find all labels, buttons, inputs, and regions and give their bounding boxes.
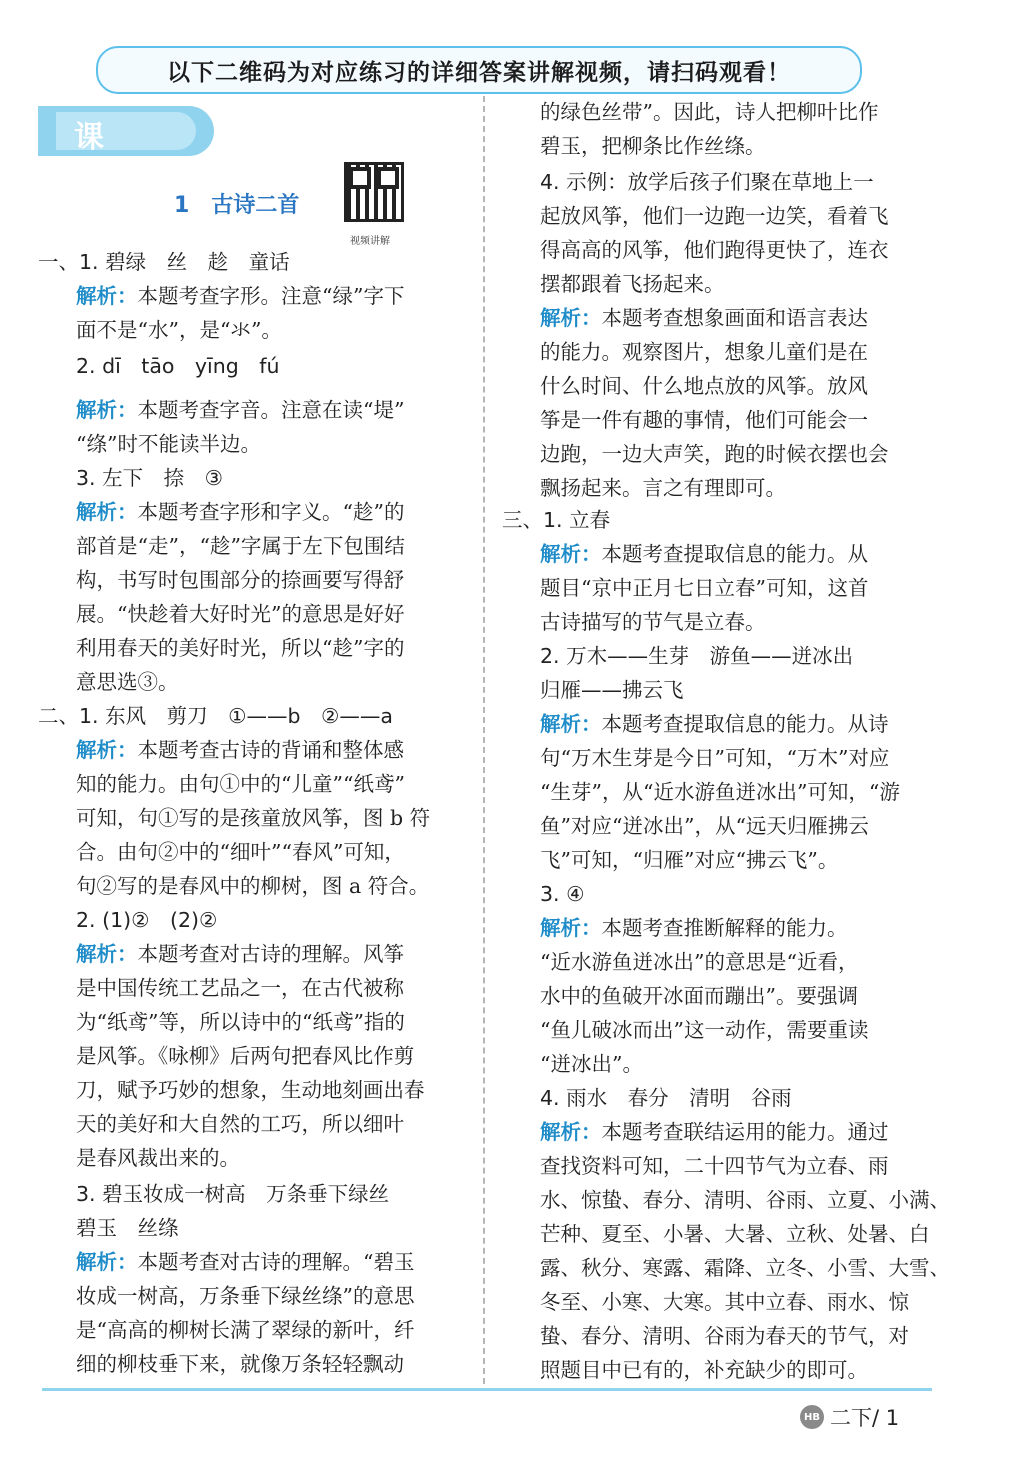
answer-line: 碧玉 丝绦 <box>76 1216 179 1240</box>
text-line: 边跑，一边大声笑，跑的时候衣摆也会 <box>540 442 889 466</box>
text-line: 细的柳枝垂下来，就像万条轻轻飘动 <box>76 1352 404 1376</box>
answer-line: 摆都跟着飞扬起来。 <box>540 272 725 296</box>
text-line: 天的美好和大自然的工巧，所以细叶 <box>76 1112 404 1136</box>
text-line: 句②写的是春风中的柳树，图 a 符合。 <box>76 874 430 898</box>
text-line: 古诗描写的节气是立春。 <box>540 610 766 634</box>
answer-line: 二、1. 东风 剪刀 ①——b ②——a <box>38 704 393 728</box>
lesson-title <box>174 188 299 219</box>
lesson-number: 1 <box>174 193 190 218</box>
text-line: 芒种、夏至、小暑、大暑、立秋、处暑、白 <box>540 1222 930 1246</box>
grade-badge: HB <box>800 1405 824 1429</box>
analysis-text: 本题考查联结运用的能力。通过 <box>601 1120 889 1144</box>
text-line: 知的能力。由句①中的“儿童”“纸鸢” <box>76 772 405 796</box>
analysis-label: 解析： <box>540 916 602 940</box>
analysis-label: 解析： <box>540 542 602 566</box>
analysis-line <box>76 733 404 767</box>
text-line: 意思选③。 <box>76 670 179 694</box>
analysis-text: 本题考查字形。注意“绿”字下 <box>137 284 405 308</box>
text-line: 水中的鱼破开冰面而蹦出”。要强调 <box>540 984 858 1008</box>
text-line: 的绿色丝带”。因此，诗人把柳叶比作 <box>540 100 879 124</box>
analysis-line <box>76 937 404 971</box>
text-line: 照题目中已有的，补充缺少的即可。 <box>540 1358 868 1382</box>
text-line: 是“高高的柳树长满了翠绿的新叶，纤 <box>76 1318 415 1342</box>
analysis-label: 解析： <box>540 712 602 736</box>
analysis-label: 解析： <box>76 1250 138 1274</box>
text-line: 句“万木生芽是今日”可知，“万木”对应 <box>540 746 890 770</box>
analysis-line <box>540 1115 889 1149</box>
analysis-label: 解析： <box>76 284 138 308</box>
analysis-label: 解析： <box>540 1120 602 1144</box>
analysis-line <box>76 393 404 427</box>
text-line: 妆成一树高，万条垂下绿丝绦”的意思 <box>76 1284 415 1308</box>
analysis-line <box>540 707 889 741</box>
text-line: “迸冰出”。 <box>540 1052 643 1076</box>
text-line: 的能力。观察图片，想象儿童们是在 <box>540 340 868 364</box>
analysis-label: 解析： <box>76 398 138 422</box>
text-line: “绦”时不能读半边。 <box>76 432 261 456</box>
text-line: 是风筝。《咏柳》后两句把春风比作剪 <box>76 1044 415 1068</box>
analysis-text: 本题考查对古诗的理解。“碧玉 <box>137 1250 415 1274</box>
qr-caption: 视频讲解 <box>350 236 390 247</box>
answer-line: 4. 雨水 春分 清明 谷雨 <box>540 1086 792 1110</box>
column-divider <box>483 96 485 1384</box>
bottom-rule <box>42 1388 932 1391</box>
text-line: 为“纸鸢”等，所以诗中的“纸鸢”指的 <box>76 1010 405 1034</box>
analysis-text: 本题考查古诗的背诵和整体感 <box>137 738 404 762</box>
analysis-text: 本题考查提取信息的能力。从 <box>601 542 868 566</box>
answer-line: 2. dī tāo yīng fú <box>76 354 280 378</box>
text-line: 题目“京中正月七日立春”可知，这首 <box>540 576 869 600</box>
answer-line: 一、1. 碧绿 丝 趁 童话 <box>38 250 290 274</box>
section-tab <box>38 106 214 199</box>
text-line: 利用春天的美好时光，所以“趁”字的 <box>76 636 405 660</box>
text-line: 碧玉，把柳条比作丝绦。 <box>540 134 766 158</box>
text-line: 合。由句②中的“细叶”“春风”可知， <box>76 840 405 864</box>
text-line: 查找资料可知，二十四节气为立春、雨 <box>540 1154 889 1178</box>
analysis-text: 本题考查提取信息的能力。从诗 <box>601 712 889 736</box>
qr-code[interactable] <box>344 162 404 222</box>
text-line: 冬至、小寒、大寒。其中立春、雨水、惊 <box>540 1290 909 1314</box>
answer-line: 2. (1)② (2)② <box>76 908 218 932</box>
text-line: 可知，句①写的是孩童放风筝，图 b 符 <box>76 806 431 830</box>
text-line: 鱼”对应“迸冰出”，从“远天归雁拂云 <box>540 814 869 838</box>
text-line: 飞”可知，“归雁”对应“拂云飞”。 <box>540 848 839 872</box>
text-line: 是春风裁出来的。 <box>76 1146 240 1170</box>
analysis-text: 本题考查推断解释的能力。 <box>601 916 848 940</box>
text-line: 蛰、春分、清明、谷雨为春天的节气，对 <box>540 1324 909 1348</box>
analysis-text: 本题考查想象画面和语言表达 <box>601 306 868 330</box>
answer-line: 4. 示例：放学后孩子们聚在草地上一 <box>540 170 874 194</box>
lesson-name: 古诗二首 <box>211 193 300 218</box>
analysis-label: 解析： <box>540 306 602 330</box>
text-line: “生芽”，从“近水游鱼迸冰出”可知，“游 <box>540 780 900 804</box>
analysis-line <box>76 1245 414 1279</box>
analysis-label: 解析： <box>76 500 138 524</box>
text-line: 构，书写时包围部分的捺画要写得舒 <box>76 568 404 592</box>
analysis-label: 解析： <box>76 738 138 762</box>
text-line: 展。“快趁着大好时光”的意思是好好 <box>76 602 405 626</box>
text-line: 什么时间、什么地点放的风筝。放风 <box>540 374 868 398</box>
answer-line: 3. 左下 捺 ③ <box>76 466 223 490</box>
answer-line: 起放风筝，他们一边跑一边笑，看着飞 <box>540 204 889 228</box>
answer-line: 三、1. 立春 <box>502 508 611 532</box>
analysis-line <box>76 279 404 313</box>
text-line: 面不是“水”，是“氺”。 <box>76 318 282 342</box>
analysis-label: 解析： <box>76 942 138 966</box>
analysis-line <box>540 537 868 571</box>
page-number: 二下/ 1 <box>830 1406 900 1430</box>
analysis-line <box>76 495 404 529</box>
text-line: 水、惊蛰、春分、清明、谷雨、立夏、小满、 <box>540 1188 950 1212</box>
text-line: “鱼儿破冰而出”这一动作，需要重读 <box>540 1018 869 1042</box>
text-line: 筝是一件有趣的事情，他们可能会一 <box>540 408 868 432</box>
text-line: “近水游鱼迸冰出”的意思是“近看， <box>540 950 859 974</box>
text-line: 部首是“走”，“趁”字属于左下包围结 <box>76 534 405 558</box>
text-line: 飘扬起来。言之有理即可。 <box>540 476 786 500</box>
page-footer <box>800 1402 899 1432</box>
answer-line: 得高高的风筝，他们跑得更快了，连衣 <box>540 238 889 262</box>
answer-line: 3. 碧玉妆成一树高 万条垂下绿丝 <box>76 1182 390 1206</box>
section-title: 课文 <box>74 120 148 199</box>
answer-line: 3. ④ <box>540 882 585 906</box>
text-line: 刀，赋予巧妙的想象，生动地刻画出春 <box>76 1078 425 1102</box>
text-line: 是中国传统工艺品之一，在古代被称 <box>76 976 404 1000</box>
text-line: 露、秋分、寒露、霜降、立冬、小雪、大雪、 <box>540 1256 950 1280</box>
answer-line: 2. 万木——生芽 游鱼——迸冰出 <box>540 644 854 668</box>
top-banner: 以下二维码为对应练习的详细答案讲解视频，请扫码观看！ <box>96 46 862 94</box>
analysis-line <box>540 911 848 945</box>
analysis-text: 本题考查字形和字义。“趁”的 <box>137 500 405 524</box>
answer-line: 归雁——拂云飞 <box>540 678 684 702</box>
analysis-text: 本题考查字音。注意在读“堤” <box>137 398 405 422</box>
analysis-text: 本题考查对古诗的理解。风筝 <box>137 942 404 966</box>
analysis-line <box>540 301 868 335</box>
